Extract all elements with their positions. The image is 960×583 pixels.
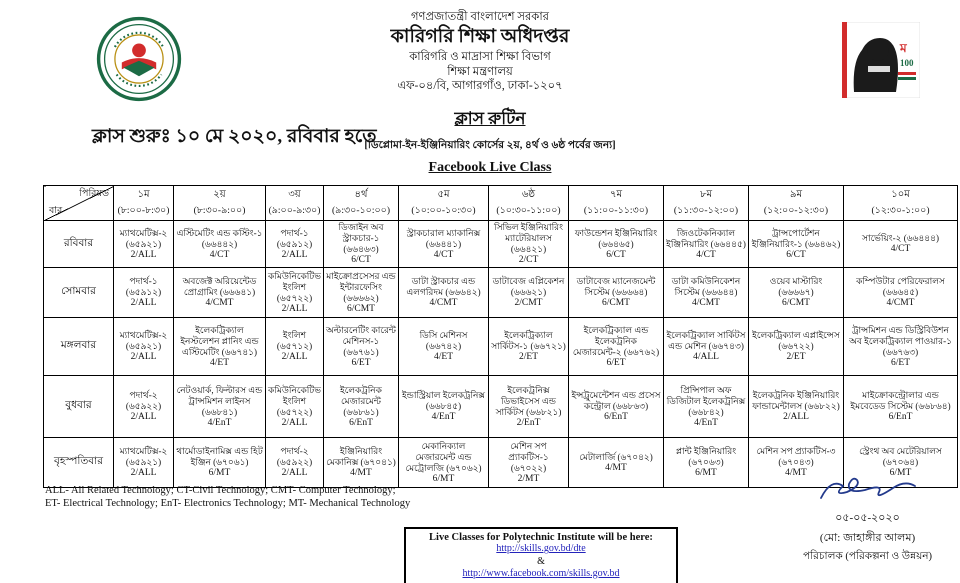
semester-technology: 2/ALL — [130, 412, 157, 422]
period-name: ৮ম — [699, 189, 713, 200]
class-cell — [324, 268, 399, 318]
subject-and-code: অবজেক্ট অরিয়েন্টেড প্রোগ্রামিং (৬৬৬৪১) — [182, 276, 257, 297]
subject-and-code: থার্মোডাইনামিক্স এন্ড হিট ইঞ্জিন (৬৭০৬১) — [176, 446, 263, 467]
period-header-5 — [399, 186, 489, 221]
subject-and-code: পদার্থ-২ (৬৫৯২২) — [276, 446, 313, 467]
subject-and-code: এস্টিমেটিং এন্ড কস্টিং-১ (৬৬৪৪২) — [176, 227, 263, 249]
class-cell — [399, 376, 489, 438]
class-cell — [664, 268, 749, 318]
subject-and-code: ম্যাথমেটিক্স-২ (৬৫৯২১) — [119, 446, 168, 467]
semester-technology: 4/ET — [434, 352, 453, 362]
period-time: (১১:৩০-১২:০০) — [673, 206, 739, 216]
semester-technology: 6/EnT — [604, 412, 628, 422]
subject-and-code: প্রিন্সিপাল অফ ডিজিটাল ইলেকট্রনিক্স (৬৬৮৪২) — [666, 384, 746, 417]
subject-and-code: সার্ভেয়িং-২ (৬৬৪৪৪) — [862, 233, 939, 243]
semester-technology: 4/ET — [210, 357, 229, 368]
signatory-name: (মো: জাহাঙ্গীর আলম) — [819, 532, 916, 544]
day-label: মঙ্গলবার — [44, 318, 114, 376]
letterhead — [0, 10, 960, 93]
subject-and-code: ইংলিশ (৬৫৭১২) — [276, 330, 313, 351]
semester-technology: 2/EnT — [516, 417, 541, 428]
platform-label: Facebook Live Class — [428, 160, 552, 175]
semester-technology: 6/MT — [889, 468, 912, 478]
semester-technology: 2/ALL — [281, 468, 308, 478]
subject-and-code: নেটওয়ার্ক, ফিল্টারস এন্ড ট্রান্সমিশন লাইনস (৬৬৮৪১) — [176, 384, 263, 417]
period-time: (৮:৩০-৯:০০) — [193, 206, 246, 216]
directorate-name: কারিগরি শিক্ষা অধিদপ্তর — [390, 26, 570, 48]
subject-and-code: ইলেকট্রিক্যাল ইনস্টলেশন প্লানিং এন্ড এস্টিমেটিং (৬৬৭৪১) — [180, 324, 259, 357]
subject-and-code: ডাটা স্ট্রাকচার এন্ড এলগরিদম (৬৬৬৪২) — [406, 276, 481, 297]
subject-and-code: ডাটা কমিউনিকেশন সিস্টেম (৬৬৬৪৪) — [671, 276, 741, 297]
corner-day-label: বার — [49, 206, 63, 216]
period-header-9 — [749, 186, 844, 221]
class-cell — [324, 221, 399, 268]
semester-technology: 2/ALL — [281, 352, 308, 362]
semester-technology: 2/ALL — [130, 249, 157, 260]
subject-and-code: ডিজাইন অব স্ট্রাকচার-১ (৬৬৪৬৩) — [338, 222, 384, 254]
period-header-8 — [664, 186, 749, 221]
semester-technology: 2/ALL — [130, 352, 157, 362]
class-cell — [266, 376, 324, 438]
class-cell — [399, 268, 489, 318]
class-cell — [664, 438, 749, 488]
semester-technology: 4/CT — [890, 244, 911, 254]
class-cell — [174, 221, 266, 268]
day-label: সোমবার — [44, 268, 114, 318]
course-subtitle: [ডিপ্লোমা-ইন-ইঞ্জিনিয়ারিং কোর্সের ২য়, ৪র্থ ও ৬ষ্ঠ পর্বের জন্য] — [364, 140, 616, 151]
semester-technology: 6/ET — [606, 357, 626, 368]
class-cell — [749, 318, 844, 376]
class-cell — [844, 221, 958, 268]
legend-line-1: ALL- All Related Technology; CT-Civil Technology; CMT- Computer Technology; — [45, 485, 396, 496]
semester-technology: 4/CT — [433, 249, 454, 260]
table-header-row — [44, 186, 958, 221]
subject-and-code: মেশিন সপ প্র্যাকটিস-৩ (৬৭০৪৩) — [756, 446, 836, 467]
semester-technology: 6/CT — [606, 249, 626, 260]
semester-technology: 4/CT — [209, 249, 230, 260]
subject-and-code: ইলেকট্রিক্যাল এপ্লাইন্সেস (৬৬৭২২) — [752, 330, 840, 351]
subject-and-code: অল্টারনেটিং কারেন্ট মেশিনস-১ (৬৬৭৬১) — [326, 324, 396, 357]
class-cell — [266, 268, 324, 318]
subject-and-code: ট্রান্সপোর্টেশন ইঞ্জিনিয়ারিং-১ (৬৬৪৬২) — [751, 227, 841, 249]
facebook-skills-link[interactable]: http://www.facebook.com/skills.gov.bd — [462, 567, 620, 579]
subject-and-code: ফাউন্ডেশন ইঞ্জিনিয়ারিং (৬৬৪৬৫) — [574, 227, 658, 249]
signature-block — [780, 474, 955, 566]
subject-and-code: সিভিল ইঞ্জিনিয়ারিং ম্যাটেরিয়ালস (৬৬৪২১) — [494, 222, 563, 254]
day-row-3 — [44, 318, 958, 376]
subject-and-code: কমিউনিকেটিভ ইংলিশ (৬৫৭২২) — [268, 384, 321, 417]
class-cell — [489, 438, 569, 488]
period-name: ৬ষ্ঠ — [521, 189, 536, 200]
semester-technology: 6/EnT — [349, 417, 373, 428]
class-cell — [114, 318, 174, 376]
semester-technology: 2/ET — [786, 352, 806, 362]
class-cell — [114, 268, 174, 318]
class-cell — [266, 221, 324, 268]
class-cell — [844, 318, 958, 376]
class-cell — [266, 318, 324, 376]
period-name: ৭ম — [609, 189, 623, 200]
class-cell — [489, 318, 569, 376]
semester-technology: 6/MT — [695, 468, 717, 478]
semester-technology: 6/EnT — [888, 412, 913, 422]
period-name: ২য় — [213, 189, 226, 200]
semester-technology: 6/CMT — [602, 298, 630, 308]
semester-technology: 2/ALL — [281, 249, 308, 260]
subject-and-code: পদার্থ-২ (৬৫৯২২) — [125, 390, 162, 411]
semester-technology: 2/ALL — [783, 412, 809, 422]
class-cell — [489, 221, 569, 268]
signatory-designation: পরিচালক (পরিকল্পনা ও উন্নয়ন) — [802, 551, 933, 562]
class-cell — [749, 221, 844, 268]
corner-period-label: পিরিয়ড — [79, 189, 109, 199]
class-cell — [749, 376, 844, 438]
semester-technology: 2/ALL — [130, 468, 157, 478]
semester-technology: 4/CMT — [886, 298, 915, 308]
semester-technology: 4/EnT — [207, 417, 232, 428]
subject-and-code: মাইক্রোকন্ট্রোলার এন্ড ইমবেডেড সিস্টেম (৬৬৮৬৪) — [850, 390, 951, 411]
subject-and-code: কমিউনিকেটিভ ইংলিশ (৬৫৭২২) — [268, 270, 321, 303]
period-name: ১০ম — [891, 189, 910, 200]
semester-technology: 4/CMT — [692, 298, 720, 308]
ampersand: & — [537, 555, 545, 567]
semester-technology: 2/ET — [519, 352, 538, 362]
mujib-text: ম — [900, 41, 907, 55]
class-cell — [266, 438, 324, 488]
subject-and-code: পদার্থ-১ (৬৫৯১২) — [276, 227, 313, 249]
period-header-10 — [844, 186, 958, 221]
period-name: ১ম — [137, 189, 150, 200]
day-row-2 — [44, 268, 958, 318]
period-time: (৯:০০-৯:৩০) — [268, 206, 321, 216]
signature-icon — [813, 474, 923, 506]
page-title: ক্লাস রুটিন — [454, 109, 526, 128]
subject-and-code: ট্রান্সমিশন এন্ড ডিস্ট্রিবিউশন অব ইলেকট্রিক্যাল পাওয়ার-১ (৬৬৭৬৩) — [849, 324, 952, 357]
subject-and-code: ডাটাবেজ এপ্লিকেশন (৬৬৬২১) — [492, 276, 565, 297]
class-cell — [114, 376, 174, 438]
class-cell — [324, 318, 399, 376]
period-time: (৮:০০-৮:৩০) — [117, 206, 170, 216]
subject-and-code: ওয়েব মাস্টারিং (৬৬৬৬৭) — [769, 276, 823, 297]
subject-and-code: ইলেকট্রনিক ইঞ্জিনিয়ারিং ফান্ডামেন্টালস (৬৬৮২২) — [752, 390, 840, 411]
period-time: (১০:৩০-১১:০০) — [496, 206, 561, 216]
subject-and-code: মেকানিক্যাল মেজারমেন্ট এন্ড মেট্রোলজি (৬৭০৬২) — [405, 440, 482, 473]
subject-and-code: ম্যাথমেটিক্স-২ (৬৫৯২১) — [119, 330, 168, 351]
semester-technology: 2/ALL — [281, 303, 308, 314]
subject-and-code: ইন্ডাস্ট্রিয়াল ইলেকট্রনিক্স (৬৬৮৪৫) — [402, 390, 485, 411]
semester-technology: 6/MT — [432, 473, 455, 484]
period-header-4 — [324, 186, 399, 221]
technology-legend — [45, 484, 410, 510]
class-cell — [844, 268, 958, 318]
period-time: (১০:০০-১০:৩০) — [411, 206, 476, 216]
class-cell — [749, 268, 844, 318]
semester-technology: 4/MT — [350, 468, 372, 478]
class-cell — [174, 438, 266, 488]
subject-and-code: ইলেকট্রিক্যাল সার্কিটস-১ (৬৬৭২১) — [491, 330, 566, 351]
semester-technology: 6/CMT — [347, 303, 375, 314]
title-center — [300, 106, 680, 176]
period-header-3 — [266, 186, 324, 221]
hundred-text: 100 — [900, 58, 914, 68]
semester-technology: 4/EnT — [694, 417, 718, 428]
subject-and-code: ম্যাথমেটিক্স-২ (৬৫৯২১) — [119, 227, 168, 249]
live-class-box — [404, 527, 678, 583]
subject-and-code: ইঞ্জিনিয়ারিং মেকানিক্স (৬৭০৪১) — [326, 446, 396, 467]
period-name: ৯ম — [789, 189, 803, 200]
govt-line: গণপ্রজাতন্ত্রী বাংলাদেশ সরকার — [410, 11, 550, 23]
class-cell — [114, 221, 174, 268]
class-cell — [399, 438, 489, 488]
period-time: (১১:০০-১১:৩০) — [583, 206, 649, 216]
semester-technology: 2/CMT — [514, 298, 543, 308]
class-cell — [324, 438, 399, 488]
period-name: ৫ম — [437, 189, 450, 200]
day-label: বুধবার — [44, 376, 114, 438]
subject-and-code: জিওটেকনিক্যাল ইঞ্জিনিয়ারিং (৬৬৪৪৫) — [666, 227, 746, 249]
class-cell — [569, 376, 664, 438]
class-cell — [664, 318, 749, 376]
class-cell — [844, 376, 958, 438]
live-box-heading: Live Classes for Polytechnic Institute will be here: — [429, 532, 653, 543]
subject-and-code: স্ট্রাকচারাল ম্যাকানিক্স (৬৬৪৪১) — [406, 227, 481, 249]
period-time: (১২:৩০-১:০০) — [871, 206, 930, 216]
semester-technology: 2/ALL — [130, 298, 157, 308]
period-time: (১২:০০-১২:৩০) — [763, 206, 829, 216]
semester-technology: 4/MT — [785, 468, 807, 478]
legend-line-2: ET- Electrical Technology; EnT- Electronics Technology; MT- Mechanical Technology — [45, 498, 411, 509]
subject-and-code: ইলেকট্রনিক্স ডিভাইসেস এন্ড সার্কিটস (৬৬৮২১) — [495, 384, 562, 417]
day-row-4 — [44, 376, 958, 438]
subject-and-code: পদার্থ-১ (৬৫৯১২) — [125, 276, 162, 297]
class-cell — [174, 318, 266, 376]
subject-and-code: ইন্সট্রুমেন্টেশন এন্ড প্রসেস কন্ট্রোল (৬৬৮৬৩) — [571, 390, 661, 411]
semester-technology: 4/ALL — [693, 352, 719, 362]
period-header-7 — [569, 186, 664, 221]
routine-table — [43, 185, 958, 488]
subject-and-code: প্লান্ট ইঞ্জিনিয়ারিং (৬৭০৬৩) — [675, 446, 737, 467]
period-name: ৩য় — [288, 189, 301, 200]
class-start-note: ক্লাস শুরুঃ ১০ মে ২০২০, রবিবার হতে — [92, 126, 377, 147]
class-cell — [664, 376, 749, 438]
class-cell — [399, 221, 489, 268]
skills-dte-link[interactable]: http://skills.gov.bd/dte — [496, 543, 586, 554]
semester-technology: 6/MT — [208, 468, 231, 478]
period-time: (৯:৩০-১০:০০) — [332, 206, 390, 216]
class-cell — [174, 376, 266, 438]
semester-technology: 6/CT — [351, 255, 371, 265]
semester-technology: 4/CMT — [205, 298, 234, 308]
class-cell — [399, 318, 489, 376]
corner-cell — [44, 186, 114, 221]
subject-and-code: ডাটাবেজ ম্যানেজমেন্ট সিস্টেম (৬৬৬৬৪) — [576, 276, 656, 297]
period-header-6 — [489, 186, 569, 221]
ministry-line: শিক্ষা মন্ত্রণালয় — [447, 65, 513, 78]
class-cell — [569, 268, 664, 318]
subject-and-code: ইলেকট্রিক্যাল সার্কিটস এন্ড মেশিন (৬৬৭৪৩) — [666, 330, 746, 351]
class-cell — [114, 438, 174, 488]
semester-technology: 2/CT — [518, 255, 539, 265]
division-line: কারিগরি ও মাদ্রাসা শিক্ষা বিভাগ — [409, 51, 551, 64]
class-cell — [489, 376, 569, 438]
class-cell — [569, 318, 664, 376]
day-row-1 — [44, 221, 958, 268]
class-cell — [174, 268, 266, 318]
semester-technology: 2/ALL — [281, 417, 308, 428]
semester-technology: 6/ET — [351, 357, 371, 368]
subject-and-code: মাইক্রোপ্রসেসর এন্ড ইন্টারফেসিং (৬৬৬৬২) — [326, 270, 396, 303]
semester-technology: 4/CMT — [429, 298, 458, 308]
period-header-1 — [114, 186, 174, 221]
address-line: এফ-০৪/বি, আগারগাঁও, ঢাকা-১২০৭ — [397, 79, 563, 92]
semester-technology: 6/ET — [891, 357, 910, 368]
class-cell — [324, 376, 399, 438]
day-label: রবিবার — [44, 221, 114, 268]
semester-technology: 4/EnT — [431, 412, 456, 422]
subject-and-code: স্ট্রেংথ অব মেটেরিয়ালস (৬৭০৬৪) — [859, 446, 942, 467]
signature-date: ০৫-০৫-২০২০ — [835, 512, 900, 524]
semester-technology: 6/CMT — [782, 298, 810, 308]
period-name: ৪র্থ — [354, 189, 368, 200]
period-header-2 — [174, 186, 266, 221]
semester-technology: 4/MT — [605, 462, 627, 473]
subject-and-code: কম্পিউটার পেরিফেরালস (৬৬৬৪৫) — [856, 276, 945, 297]
subject-and-code: ইলেকট্রনিক মেজারমেন্ট (৬৬৮৬১) — [340, 384, 382, 417]
class-cell — [489, 268, 569, 318]
subject-and-code: মেশিন সপ প্র্যাকটিস-১ (৬৭০২২) — [508, 440, 549, 473]
day-label: বৃহস্পতিবার — [44, 438, 114, 488]
class-cell — [569, 221, 664, 268]
semester-technology: 2/MT — [517, 473, 540, 484]
subject-and-code: ডিসি মেশিনস (৬৬৭৪২) — [419, 330, 468, 351]
subject-and-code: ইলেকট্রিক্যাল এন্ড ইলেকট্রনিক মেজারমেন্ট-২ (৬৬৭৬২) — [572, 324, 660, 357]
class-cell — [569, 438, 664, 488]
semester-technology: 4/CT — [696, 249, 716, 260]
subject-and-code: মেটালার্জি (৬৭০৪২) — [579, 451, 653, 462]
class-cell — [664, 221, 749, 268]
semester-technology: 6/CT — [786, 249, 806, 260]
